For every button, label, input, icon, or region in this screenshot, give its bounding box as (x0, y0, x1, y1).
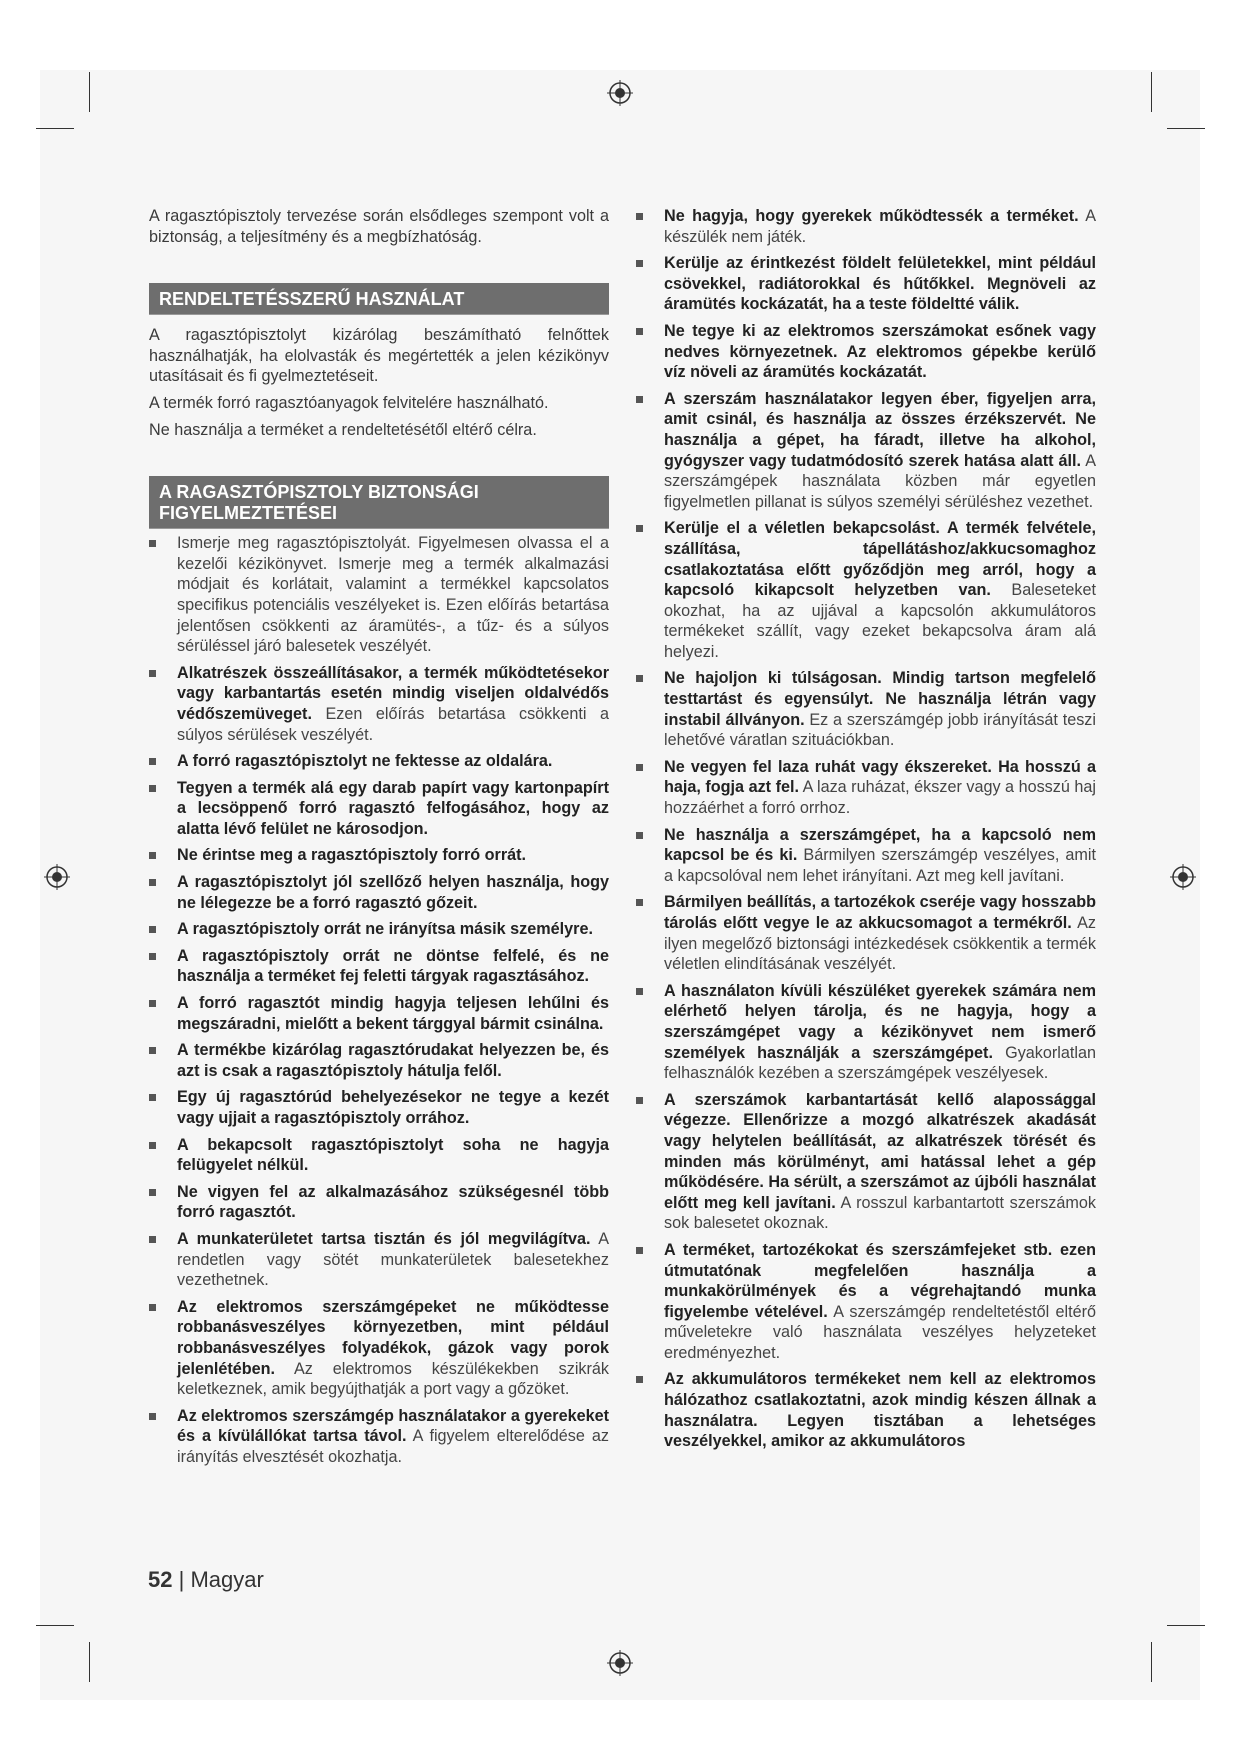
bullet-bold-text: Az elektromos szerszámgépeket ne működtesse robbanásveszélyes környezetben, mint például robbanásveszélyes folyadékok, gázok vagy porok jelenlétében. (177, 1297, 609, 1378)
bullet-item (636, 1240, 1096, 1364)
section-heading-safety-warnings: A RAGASZTÓPISZTOLY BIZTONSÁGI FIGYELMEZTETÉSEI (149, 476, 609, 529)
bullet-bold-text: Ne használja a szerszámgépet, ha a kapcsoló nem kapcsol be és ki. (664, 825, 1096, 865)
bullet-item (149, 1297, 609, 1400)
bullet-bold-text: Ne hagyja, hogy gyerekek működtessék a terméket. (664, 207, 1079, 225)
bullet-square-icon (149, 1304, 156, 1311)
bullet-item (149, 845, 609, 866)
left-column (149, 206, 609, 1474)
bullet-square-icon (149, 670, 156, 677)
bullet-square-icon (149, 1236, 156, 1243)
bullet-normal-text: Gyakorlatlan felhasználók kezében a szerszámgépek veszélyesek. (664, 1043, 1096, 1083)
bullet-item (149, 663, 609, 745)
bullet-item (149, 751, 609, 772)
usage-paragraph: Ne használja a terméket a rendeltetésétől eltérő célra. (149, 420, 537, 439)
bullet-item (149, 1229, 609, 1291)
usage-paragraph: A ragasztópisztolyt kizárólag beszámítható felnőttek használhatják, ha elolvasták és megértették a jelen kézikönyv utasításait és fi gyelmeztetéseit. (149, 326, 609, 386)
bullet-item (636, 825, 1096, 887)
bullet-square-icon (149, 1000, 156, 1007)
bullet-normal-text: Ismerje meg ragasztópisztolyát. Figyelmesen olvassa el a kezelői kézikönyvet. Ismerje meg a termék alkalmazási módjait és korlátait, valamint a termékkel kapcsolatos specifikus potenciális veszélyeket is. Ezen előírás betartása jelentősen csökkenti az áramütés-, a tűz- és a súlyos sérüléssel járó balesetek veszélyét. (177, 534, 609, 656)
bullet-square-icon (149, 852, 156, 859)
bullet-square-icon (636, 764, 643, 771)
bullet-bold-text: Kerülje el a véletlen bekapcsolást. A termék felvétele, szállítása, tápellátáshoz/akkucsomaghoz csatlakoztatása előtt győződjön meg arról, hogy a kapcsoló kikapcsolt helyzetben van. (664, 519, 1096, 600)
bullet-item (149, 778, 609, 840)
bullet-square-icon (149, 1094, 156, 1101)
bullet-bold-text: A terméket, tartozékokat és szerszámfejeket stb. ezen útmutatónak megfelelően használja a munkakörülmények és a végrehajtandó munka figyelembe vételével. (664, 1240, 1096, 1321)
bullet-item (636, 668, 1096, 750)
bullet-square-icon (636, 1247, 643, 1254)
bullet-square-icon (636, 675, 643, 682)
bullet-normal-text: A készülék nem játék. (664, 207, 1096, 246)
bullet-square-icon (636, 832, 643, 839)
page-number: 52 (148, 1567, 173, 1592)
registration-mark-bottom-icon (605, 1648, 635, 1678)
bullet-item (149, 533, 609, 657)
bullet-item (636, 206, 1096, 247)
registration-mark-right-icon (1168, 862, 1198, 892)
bullet-item (149, 946, 609, 987)
bullet-bold-text: A használaton kívüli készüléket gyerekek számára nem elérhető helyen tárolja, és ne hagyja, hogy a szerszámgépet vagy a kézikönyvet nem ismerő személyek használják a szerszámgépet. (664, 981, 1096, 1062)
bullet-item (149, 919, 609, 940)
bullet-square-icon (636, 328, 643, 335)
registration-mark-left-icon (42, 862, 72, 892)
page-footer (148, 1567, 264, 1593)
bullet-normal-text: A szerszámgépek használata közben már egyetlen figyelmetlen pillanat is súlyos személyi sérüléshez vezethet. (664, 451, 1096, 511)
bullet-square-icon (149, 1413, 156, 1420)
bullet-bold-text: Ne érintse meg a ragasztópisztoly forró orrát. (177, 846, 527, 865)
bullet-normal-text: Az ilyen megelőző biztonsági intézkedések csökkentik a termék véletlen elindításának veszélyét. (664, 914, 1096, 974)
bullet-bold-text: A forró ragasztót mindig hagyja teljesen lehűlni és megszáradni, mielőtt a bekent tárggyal bármit csinálna. (177, 994, 609, 1033)
bullet-bold-text: Tegyen a termék alá egy darab papírt vagy kartonpapírt a lecsöppenő forró ragasztó felfogásához, hogy az alatta lévő felület ne károsodjon. (177, 778, 609, 838)
bullet-square-icon (636, 396, 643, 403)
crop-mark-bottom-left-h (36, 1625, 74, 1626)
bullet-bold-text: A munkaterületet tartsa tisztán és jól megvilágítva. (177, 1229, 591, 1248)
bullet-square-icon (636, 899, 643, 906)
bullet-bold-text: Ne hajoljon ki túlságosan. Mindig tartson megfelelő testtartást és egyensúlyt. Ne használja létrán vagy instabil állványon. (664, 669, 1096, 729)
intro-paragraph: A ragasztópisztoly tervezése során elsődleges szempont volt a biztonság, a teljesítmény és a megbízhatóság. (149, 207, 609, 246)
bullet-square-icon (636, 988, 643, 995)
bullet-square-icon (636, 525, 643, 532)
bullet-normal-text: Ez a szerszámgép jobb irányítását teszi lehetővé váratlan szituációkban. (664, 710, 1096, 750)
bullet-normal-text: A laza ruházat, ékszer vagy a hosszú haj hozzáérhet a forró orrhoz. (664, 778, 1096, 818)
safety-list-left (149, 533, 609, 1467)
bullet-square-icon (149, 1047, 156, 1054)
bullet-bold-text: Az akkumulátoros termékeket nem kell az elektromos hálózathoz csatlakoztatni, azok mindig készen állnak a használatra. Legyen tisztában a lehetséges veszélyekkel, amikor az akkumulátoros (664, 1370, 1096, 1451)
bullet-bold-text: A forró ragasztópisztolyt ne fektesse az oldalára. (177, 752, 553, 771)
bullet-bold-text: A ragasztópisztoly orrát ne irányítsa másik személyre. (177, 920, 593, 939)
bullet-normal-text: A rosszul karbantartott szerszámok sok balesetet okoznak. (664, 1193, 1096, 1233)
bullet-item (149, 1135, 609, 1176)
bullet-bold-text: A szerszámok karbantartását kellő alapossággal végezze. Ellenőrizze a mozgó alkatrészek akadását vagy helytelen beállítását, az alkatrészek törését és minden más körülményt, ami hatással lehet a gép működésére. Ha sérült, a szerszámot az újbóli használat előtt meg kell javítani. (664, 1090, 1096, 1212)
bullet-item (149, 1087, 609, 1128)
bullet-item (636, 389, 1096, 513)
bullet-square-icon (149, 1142, 156, 1149)
bullet-item (636, 518, 1096, 662)
bullet-bold-text: Kerülje az érintkezést földelt felületekkel, mint például csövekkel, radiátorokkal és hűtőkkel. Megnöveli az áramütés kockázatát, ha a teste földeltté válik. (664, 254, 1096, 314)
bullet-square-icon (149, 785, 156, 792)
bullet-bold-text: Ne vigyen fel az alkalmazásához szükségesnél több forró ragasztót. (177, 1182, 609, 1222)
bullet-square-icon (149, 540, 156, 547)
bullet-normal-text: Baleseteket okozhat, ha az ujjával a kapcsolón akkumulátoros termékeket szállít, vagy ezeket bekapcsolva áram alá helyezi. (664, 581, 1096, 661)
registration-mark-top-icon (605, 78, 635, 108)
bullet-square-icon (636, 260, 643, 267)
bullet-item (636, 1369, 1096, 1451)
bullet-square-icon (636, 213, 643, 220)
bullet-normal-text: A szerszámgép rendeltetéstől eltérő műveletekre való használata veszélyes helyzeteket eredményezhet. (664, 1302, 1096, 1362)
crop-mark-top-left-h (36, 128, 74, 129)
bullet-bold-text: Ne vegyen fel laza ruhát vagy ékszereket. Ha hosszú a haja, fogja azt fel. (664, 757, 1096, 797)
bullet-bold-text: A bekapcsolt ragasztópisztolyt soha ne hagyja felügyelet nélkül. (177, 1135, 609, 1175)
bullet-item (149, 1406, 609, 1468)
bullet-bold-text: A ragasztópisztolyt jól szellőző helyen használja, hogy ne lélegezze be a forró ragasztó gőzeit. (177, 873, 609, 912)
safety-list-right (636, 206, 1096, 1452)
bullet-bold-text: Bármilyen beállítás, a tartozékok cseréje vagy hosszabb tárolás előtt vegye le az akkucsomagot a termékről. (664, 893, 1096, 932)
footer-language: Magyar (190, 1567, 264, 1592)
bullet-normal-text: Az elektromos készülékekben szikrák keletkeznek, amik begyújthatják a port vagy a gőzöket. (177, 1359, 609, 1399)
bullet-square-icon (636, 1376, 643, 1383)
bullet-square-icon (149, 1189, 156, 1196)
bullet-item (636, 981, 1096, 1084)
crop-mark-top-left-v (89, 72, 90, 112)
bullet-item (149, 993, 609, 1034)
bullet-item (636, 757, 1096, 819)
bullet-item (636, 253, 1096, 315)
usage-paragraph: A termék forró ragasztóanyagok felvitelére használható. (149, 393, 549, 412)
bullet-bold-text: A ragasztópisztoly orrát ne döntse felfelé, és ne használja a terméket fej feletti tárgyak ragasztásához. (177, 946, 609, 986)
crop-mark-bottom-right-h (1167, 1625, 1205, 1626)
bullet-bold-text: A termékbe kizárólag ragasztórudakat helyezzen be, és azt is csak a ragasztópisztoly hátulja felől. (177, 1041, 609, 1080)
bullet-bold-text: Ne tegye ki az elektromos szerszámokat esőnek vagy nedves környezetnek. Az elektromos gépekbe kerülő víz növeli az áramütés kockázatát. (664, 321, 1096, 382)
right-column (636, 206, 1096, 1458)
bullet-normal-text: Bármilyen szerszámgép veszélyes, amit a kapcsolóval nem lehet irányítani. Azt meg kell javítani. (664, 846, 1097, 885)
bullet-square-icon (149, 926, 156, 933)
bullet-item (149, 872, 609, 913)
crop-mark-top-right-h (1167, 128, 1205, 129)
bullet-bold-text: Egy új ragasztórúd behelyezésekor ne tegye a kezét vagy ujjait a ragasztópisztoly orrához. (177, 1088, 609, 1127)
bullet-item (636, 321, 1096, 383)
bullet-item (636, 892, 1096, 974)
bullet-item (149, 1040, 609, 1081)
bullet-bold-text: Alkatrészek összeállításakor, a termék működtetésekor vagy karbantartás esetén mindig viseljen oldalvédős védőszemüveget. (177, 663, 609, 723)
bullet-normal-text: Ezen előírás betartása csökkenti a súlyos sérülések veszélyét. (177, 704, 609, 744)
crop-mark-top-right-v (1151, 72, 1152, 112)
bullet-normal-text: A figyelem elterelődése az irányítás elvesztését okozhatja. (177, 1427, 609, 1466)
bullet-square-icon (149, 879, 156, 886)
crop-mark-bottom-right-v (1151, 1642, 1152, 1682)
section-heading-intended-use: RENDELTETÉSSZERŰ HASZNÁLAT (149, 283, 609, 315)
bullet-bold-text: A szerszám használatakor legyen éber, figyeljen arra, amit csinál, és használja az összes érzékszervét. Ne használja a gépet, ha fáradt, illetve ha alkohol, gyógyszer vagy tudatmódosító szerek hatása alatt áll. (664, 389, 1096, 470)
bullet-item (149, 1182, 609, 1223)
bullet-bold-text: Az elektromos szerszámgép használatakor a gyerekeket és a kívülállókat tartsa távol. (177, 1406, 609, 1446)
bullet-item (636, 1090, 1096, 1234)
footer-separator: | (178, 1567, 185, 1592)
bullet-square-icon (636, 1097, 643, 1104)
crop-mark-bottom-left-v (89, 1642, 90, 1682)
bullet-normal-text: A rendetlen vagy sötét munkaterületek balesetekhez vezethetnek. (177, 1229, 609, 1290)
bullet-square-icon (149, 953, 156, 960)
bullet-square-icon (149, 758, 156, 765)
